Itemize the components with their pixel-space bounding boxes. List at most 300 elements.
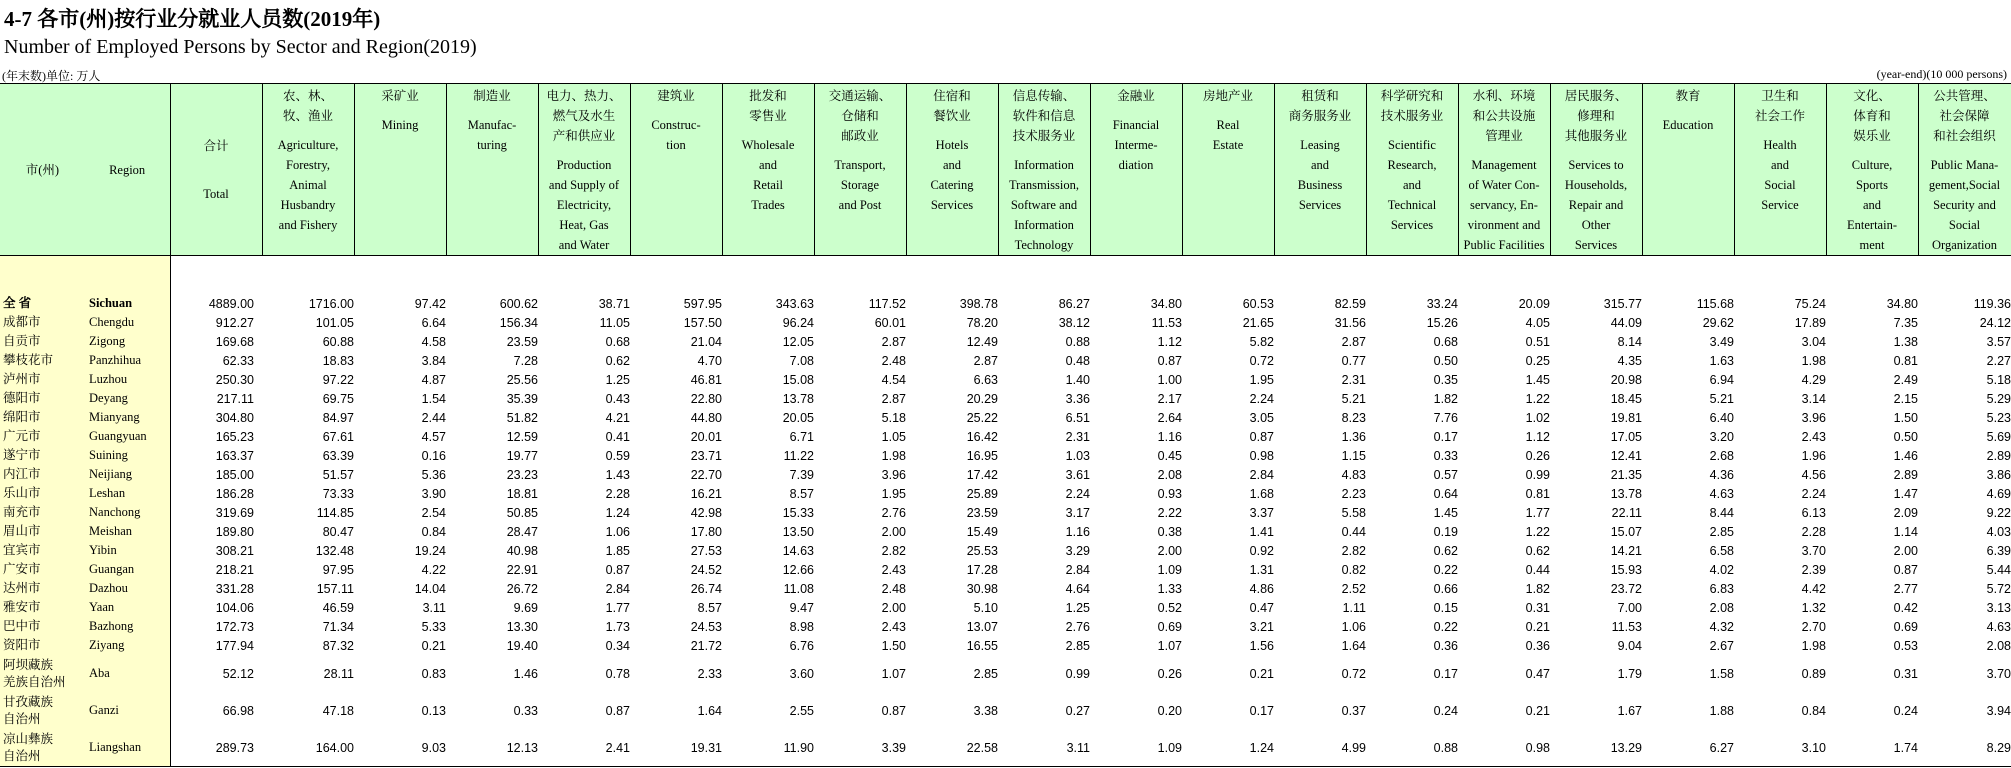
- column-header-cn: 居民服务、: [1564, 89, 1628, 103]
- table-row: [0, 560, 2011, 579]
- value-cell: 11.05: [599, 315, 630, 330]
- value-cell: 6.58: [1709, 543, 1734, 558]
- value-cell: 0.57: [1433, 467, 1458, 482]
- value-cell: 13.07: [966, 619, 998, 634]
- value-cell: 60.53: [1242, 296, 1274, 311]
- value-cell: 5.18: [881, 410, 906, 425]
- value-cell: 19.77: [506, 448, 538, 463]
- value-cell: 0.22: [1433, 619, 1458, 634]
- column-header-en: diation: [1118, 158, 1154, 172]
- value-cell: 63.39: [322, 448, 354, 463]
- value-cell: 8.23: [1341, 410, 1366, 425]
- value-cell: 15.93: [1610, 562, 1642, 577]
- column-header-cn: 制造业: [473, 89, 511, 103]
- value-cell: 163.37: [215, 448, 254, 463]
- value-cell: 1.54: [421, 391, 446, 406]
- value-cell: 1.15: [1341, 448, 1366, 463]
- value-cell: 4.21: [605, 410, 630, 425]
- value-cell: 9.47: [789, 600, 814, 615]
- value-cell: 2.82: [881, 543, 906, 558]
- value-cell: 47.18: [322, 703, 354, 718]
- value-cell: 2.84: [1065, 562, 1090, 577]
- value-cell: 250.30: [215, 372, 254, 387]
- value-cell: 14.21: [1610, 543, 1642, 558]
- region-cell: [0, 408, 170, 427]
- region-cell: [0, 729, 170, 767]
- column-header-en: and: [1402, 178, 1422, 192]
- value-cell: 38.71: [598, 296, 630, 311]
- value-cell: 1.22: [1525, 391, 1550, 406]
- column-header-cn: 和公共设施: [1472, 109, 1536, 123]
- column-header-en: Information: [1014, 158, 1074, 172]
- value-cell: 2.85: [973, 666, 998, 681]
- value-cell: 11.22: [783, 448, 814, 463]
- value-cell: 6.40: [1709, 410, 1734, 425]
- column-header-en: Hotels: [935, 138, 969, 152]
- column-header-cn: 燃气及水生: [552, 109, 616, 123]
- value-cell: 0.21: [1525, 619, 1550, 634]
- value-cell: 0.59: [605, 448, 630, 463]
- value-cell: 15.33: [782, 505, 814, 520]
- value-cell: 1.50: [881, 638, 906, 653]
- value-cell: 1.12: [1157, 334, 1182, 349]
- value-cell: 3.49: [1709, 334, 1734, 349]
- value-cell: 6.63: [973, 372, 998, 387]
- column-header-cn: 批发和: [749, 89, 787, 103]
- value-cell: 1.06: [1341, 619, 1366, 634]
- value-cell: 13.30: [506, 619, 538, 634]
- value-cell: 60.01: [874, 315, 906, 330]
- value-cell: 1.31: [1249, 562, 1274, 577]
- value-cell: 3.90: [421, 486, 446, 501]
- value-cell: 2.87: [1341, 334, 1366, 349]
- value-cell: 1.98: [1801, 353, 1826, 368]
- value-cell: 1.05: [881, 429, 906, 444]
- region-name-cn: 资阳市: [3, 638, 41, 652]
- column-header: [354, 84, 446, 256]
- column-header: [1734, 84, 1826, 256]
- column-header-cn: 社会保障: [1939, 109, 1990, 123]
- value-cell: 0.69: [1157, 619, 1182, 634]
- value-cell: 0.41: [605, 429, 630, 444]
- column-header-en: Services: [1390, 218, 1434, 232]
- column-header: [1826, 84, 1918, 256]
- value-cell: 912.27: [215, 315, 254, 330]
- value-cell: 0.98: [1458, 729, 1550, 767]
- column-header: [630, 84, 722, 256]
- region-name-en: Luzhou: [89, 372, 128, 386]
- value-cell: 1.98: [881, 448, 906, 463]
- value-cell: 4.70: [697, 353, 722, 368]
- value-cell: 0.52: [1157, 600, 1182, 615]
- value-cell: 2.54: [421, 505, 446, 520]
- value-cell: 164.00: [262, 729, 354, 767]
- column-header-en: Production: [556, 158, 612, 172]
- value-cell: 51.57: [322, 467, 354, 482]
- value-cell: 2.00: [881, 600, 906, 615]
- value-cell: 0.37: [1341, 703, 1366, 718]
- value-cell: 28.47: [506, 524, 538, 539]
- value-cell: 2.28: [1801, 524, 1826, 539]
- value-cell: 15.07: [1610, 524, 1642, 539]
- region-name-cn: 雅安市: [3, 600, 41, 614]
- column-header-en: Total: [203, 186, 229, 201]
- value-cell: 0.82: [1341, 562, 1366, 577]
- value-cell: 12.49: [966, 334, 998, 349]
- value-cell: 1.38: [1893, 334, 1918, 349]
- value-cell: 3.61: [1065, 467, 1090, 482]
- column-header-cn: 零售业: [749, 109, 787, 123]
- region-name-cn: 德阳市: [3, 391, 41, 405]
- column-header-en: Social: [1764, 178, 1796, 192]
- value-cell: 319.69: [215, 505, 254, 520]
- value-cell: 13.29: [1550, 729, 1642, 767]
- region-name-cn: 巴中市: [3, 619, 41, 633]
- value-cell: 96.24: [782, 315, 814, 330]
- column-header: [262, 84, 354, 256]
- region-name-en: Liangshan: [89, 740, 142, 754]
- column-header-en: tion: [666, 138, 686, 152]
- value-cell: 3.04: [1801, 334, 1826, 349]
- value-cell: 4.63: [1986, 619, 2011, 634]
- value-cell: 9.22: [1986, 505, 2011, 520]
- value-cell: 6.64: [421, 315, 446, 330]
- region-name-cn: 眉山市: [3, 524, 41, 538]
- value-cell: 22.80: [690, 391, 722, 406]
- value-cell: 315.77: [1603, 296, 1642, 311]
- region-name-en: Guangyuan: [89, 429, 147, 443]
- table-row: [0, 636, 2011, 655]
- value-cell: 4889.00: [208, 296, 254, 311]
- column-header-cn: 教育: [1675, 89, 1701, 103]
- region-name-cn: 广安市: [3, 562, 41, 576]
- value-cell: 0.87: [881, 703, 906, 718]
- value-cell: 60.88: [322, 334, 354, 349]
- value-cell: 1.06: [605, 524, 630, 539]
- value-cell: 104.06: [215, 600, 254, 615]
- value-cell: 0.17: [1433, 429, 1458, 444]
- column-header-en: Mining: [381, 118, 419, 132]
- table-row: [0, 332, 2011, 351]
- unit-note-cn: (年末数)单位: 万人: [2, 69, 101, 83]
- table-row: [0, 351, 2011, 370]
- value-cell: 2.82: [1341, 543, 1366, 558]
- value-cell: 0.88: [1065, 334, 1090, 349]
- column-header-en: Services: [930, 198, 974, 212]
- value-cell: 16.55: [966, 638, 998, 653]
- value-cell: 3.13: [1986, 600, 2011, 615]
- column-header: [1366, 84, 1458, 256]
- value-cell: 0.92: [1249, 543, 1274, 558]
- table-title-cn: 4-7 各市(州)按行业分就业人员数(2019年): [4, 7, 381, 31]
- value-cell: 157.50: [683, 315, 722, 330]
- value-cell: 218.21: [215, 562, 254, 577]
- value-cell: 21.72: [690, 638, 722, 653]
- value-cell: 4.69: [1986, 486, 2011, 501]
- value-cell: 185.00: [215, 467, 254, 482]
- value-cell: 11.08: [783, 581, 814, 596]
- value-cell: 20.98: [1610, 372, 1642, 387]
- column-header-en: ment: [1859, 238, 1885, 252]
- value-cell: 0.21: [1525, 703, 1550, 718]
- value-cell: 0.84: [421, 524, 446, 539]
- value-cell: 2.24: [1249, 391, 1274, 406]
- column-header-en: Service: [1761, 198, 1799, 212]
- column-header-cn: 牧、渔业: [282, 109, 333, 123]
- table-row: [0, 655, 2011, 692]
- value-cell: 84.97: [322, 410, 354, 425]
- value-cell: 5.21: [1709, 391, 1734, 406]
- region-cell: [0, 370, 170, 389]
- value-cell: 23.23: [506, 467, 538, 482]
- value-cell: 157.11: [316, 581, 354, 596]
- value-cell: 75.24: [1794, 296, 1826, 311]
- table-row: [0, 370, 2011, 389]
- value-cell: 52.12: [222, 666, 254, 681]
- table-row: [0, 729, 2011, 767]
- value-cell: 1.74: [1826, 729, 1918, 767]
- column-header-en: servancy, En-: [1470, 198, 1538, 212]
- value-cell: 172.73: [215, 619, 254, 634]
- column-header-en: Technology: [1014, 238, 1074, 252]
- value-cell: 1.85: [605, 543, 630, 558]
- column-header-cn: 公共管理、: [1933, 89, 1996, 103]
- value-cell: 0.77: [1341, 353, 1366, 368]
- value-cell: 0.33: [1433, 448, 1458, 463]
- value-cell: 46.59: [322, 600, 354, 615]
- value-cell: 30.98: [966, 581, 998, 596]
- value-cell: 2.49: [1893, 372, 1918, 387]
- value-cell: 1.63: [1709, 353, 1734, 368]
- value-cell: 13.78: [1610, 486, 1642, 501]
- table-row: [0, 446, 2011, 465]
- value-cell: 0.21: [421, 638, 446, 653]
- region-name-en: Leshan: [89, 486, 126, 500]
- value-cell: 2.08: [1157, 467, 1182, 482]
- column-header: [1642, 84, 1734, 256]
- value-cell: 0.31: [1893, 666, 1918, 681]
- value-cell: 304.80: [215, 410, 254, 425]
- column-header-en: Research,: [1387, 158, 1437, 172]
- column-header-en: Sports: [1856, 178, 1888, 192]
- value-cell: 62.33: [222, 353, 254, 368]
- value-cell: 15.49: [966, 524, 998, 539]
- value-cell: 11.53: [1151, 315, 1182, 330]
- value-cell: 50.85: [506, 505, 538, 520]
- value-cell: 1.07: [1157, 638, 1182, 653]
- value-cell: 4.32: [1709, 619, 1734, 634]
- value-cell: 5.36: [421, 467, 446, 482]
- region-name-cn: 攀枝花市: [3, 353, 54, 367]
- value-cell: 2.43: [1801, 429, 1826, 444]
- value-cell: 2.48: [881, 353, 906, 368]
- value-cell: 3.70: [1986, 666, 2011, 681]
- column-header-en: Trades: [751, 198, 785, 212]
- value-cell: 7.00: [1617, 600, 1642, 615]
- value-cell: 186.28: [215, 486, 254, 501]
- value-cell: 0.98: [1249, 448, 1274, 463]
- value-cell: 6.39: [1986, 543, 2011, 558]
- value-cell: 0.68: [605, 334, 630, 349]
- value-cell: 0.48: [1065, 353, 1090, 368]
- value-cell: 3.21: [1249, 619, 1274, 634]
- value-cell: 82.59: [1334, 296, 1366, 311]
- value-cell: 24.53: [690, 619, 722, 634]
- unit-note-en: (year-end)(10 000 persons): [1876, 67, 2007, 81]
- region-name-cn: 南充市: [3, 505, 41, 519]
- value-cell: 1.67: [1617, 703, 1642, 718]
- value-cell: 1.79: [1617, 666, 1642, 681]
- region-cell: [0, 541, 170, 560]
- value-cell: 1.64: [697, 703, 722, 718]
- value-cell: 34.80: [1150, 296, 1182, 311]
- region-name-en: Nanchong: [89, 505, 141, 519]
- value-cell: 23.71: [690, 448, 722, 463]
- table-row: [0, 408, 2011, 427]
- column-header-en: Catering: [930, 178, 974, 192]
- region-name-en: Ganzi: [89, 703, 119, 717]
- region-name-en: Meishan: [89, 524, 133, 538]
- value-cell: 0.26: [1157, 666, 1182, 681]
- column-header-en: Construc-: [651, 118, 701, 132]
- table-row: [0, 427, 2011, 446]
- column-header-en: vironment and: [1467, 218, 1541, 232]
- region-name-cn: 泸州市: [3, 372, 41, 386]
- value-cell: 4.87: [421, 372, 446, 387]
- column-header-en: Other: [1581, 218, 1611, 232]
- value-cell: 18.81: [506, 486, 538, 501]
- value-cell: 2.39: [1801, 562, 1826, 577]
- column-header-en: and: [942, 158, 962, 172]
- value-cell: 0.21: [1249, 666, 1274, 681]
- value-cell: 117.52: [868, 296, 906, 311]
- value-cell: 17.28: [966, 562, 998, 577]
- value-cell: 1.25: [605, 372, 630, 387]
- value-cell: 0.24: [1433, 703, 1458, 718]
- value-cell: 3.60: [789, 666, 814, 681]
- column-header-cn: 体育和: [1853, 109, 1891, 123]
- value-cell: 2.52: [1341, 581, 1366, 596]
- table-row: [0, 598, 2011, 617]
- region-name-cn: 遂宁市: [3, 448, 41, 462]
- value-cell: 1.98: [1801, 638, 1826, 653]
- value-cell: 73.33: [322, 486, 354, 501]
- value-cell: 78.20: [966, 315, 998, 330]
- column-header-en: Management: [1471, 158, 1537, 172]
- value-cell: 1.16: [1065, 524, 1090, 539]
- value-cell: 5.72: [1986, 581, 2011, 596]
- value-cell: 1.22: [1525, 524, 1550, 539]
- value-cell: 2.64: [1157, 410, 1182, 425]
- column-header-cn: 技术服务业: [1012, 129, 1076, 143]
- region-name-cn: 广元市: [3, 429, 41, 443]
- value-cell: 2.08: [1709, 600, 1734, 615]
- value-cell: 25.53: [966, 543, 998, 558]
- region-name-cn: 内江市: [3, 467, 41, 481]
- column-header-cn: 合计: [203, 138, 229, 153]
- column-header-en: and Water: [558, 238, 610, 252]
- value-cell: 0.15: [1433, 600, 1458, 615]
- value-cell: 4.99: [1274, 729, 1366, 767]
- region-name-cn: 甘孜藏族 自治州: [3, 694, 54, 726]
- value-cell: 217.11: [216, 391, 254, 406]
- value-cell: 3.29: [1065, 543, 1090, 558]
- region-header: [0, 84, 170, 256]
- column-header-cn: 软件和信息: [1012, 109, 1076, 123]
- value-cell: 0.88: [1366, 729, 1458, 767]
- value-cell: 308.21: [215, 543, 254, 558]
- value-cell: 1.56: [1249, 638, 1274, 653]
- value-cell: 17.89: [1794, 315, 1826, 330]
- value-cell: 13.78: [782, 391, 814, 406]
- value-cell: 33.24: [1426, 296, 1458, 311]
- value-cell: 27.53: [690, 543, 722, 558]
- region-cell: [0, 427, 170, 446]
- value-cell: 20.09: [1518, 296, 1550, 311]
- column-header-cn: 邮政业: [841, 129, 879, 143]
- value-cell: 0.62: [1525, 543, 1550, 558]
- value-cell: 3.11: [998, 729, 1090, 767]
- value-cell: 15.26: [1426, 315, 1458, 330]
- column-header: [1090, 84, 1182, 256]
- value-cell: 8.14: [1617, 334, 1642, 349]
- value-cell: 0.87: [605, 562, 630, 577]
- value-cell: 8.57: [697, 600, 722, 615]
- value-cell: 331.28: [215, 581, 254, 596]
- value-cell: 0.13: [421, 703, 446, 718]
- value-cell: 0.69: [1893, 619, 1918, 634]
- value-cell: 21.04: [690, 334, 722, 349]
- value-cell: 14.04: [414, 581, 446, 596]
- value-cell: 2.27: [1986, 353, 2011, 368]
- value-cell: 5.10: [973, 600, 998, 615]
- value-cell: 19.81: [1610, 410, 1642, 425]
- value-cell: 1.32: [1801, 600, 1826, 615]
- region-cell: [0, 636, 170, 655]
- table-row: [0, 389, 2011, 408]
- value-cell: 4.63: [1709, 486, 1734, 501]
- value-cell: 3.11: [422, 600, 446, 615]
- column-header-cn: 住宿和: [933, 89, 971, 103]
- value-cell: 66.98: [222, 703, 254, 718]
- value-cell: 87.32: [322, 638, 354, 653]
- value-cell: 0.72: [1341, 666, 1366, 681]
- column-header-en: and: [758, 158, 778, 172]
- column-header-en: and: [1770, 158, 1790, 172]
- region-name-en: Aba: [89, 666, 110, 680]
- value-cell: 3.37: [1249, 505, 1274, 520]
- value-cell: 0.24: [1893, 703, 1918, 718]
- value-cell: 0.93: [1157, 486, 1182, 501]
- column-header-en: Animal: [289, 178, 327, 192]
- value-cell: 4.02: [1709, 562, 1734, 577]
- value-cell: 4.83: [1341, 467, 1366, 482]
- value-cell: 1.95: [881, 486, 906, 501]
- value-cell: 31.56: [1334, 315, 1366, 330]
- column-header-en: Education: [1662, 118, 1714, 132]
- value-cell: 25.56: [506, 372, 538, 387]
- value-cell: 132.48: [315, 543, 354, 558]
- value-cell: 5.69: [1986, 429, 2011, 444]
- value-cell: 1.40: [1065, 372, 1090, 387]
- value-cell: 1.24: [1182, 729, 1274, 767]
- value-cell: 23.59: [966, 505, 998, 520]
- value-cell: 2.68: [1709, 448, 1734, 463]
- value-cell: 8.98: [789, 619, 814, 634]
- region-name-cn: 乐山市: [3, 486, 41, 500]
- region-name-en: Deyang: [89, 391, 128, 405]
- column-header-en: Technical: [1387, 198, 1437, 212]
